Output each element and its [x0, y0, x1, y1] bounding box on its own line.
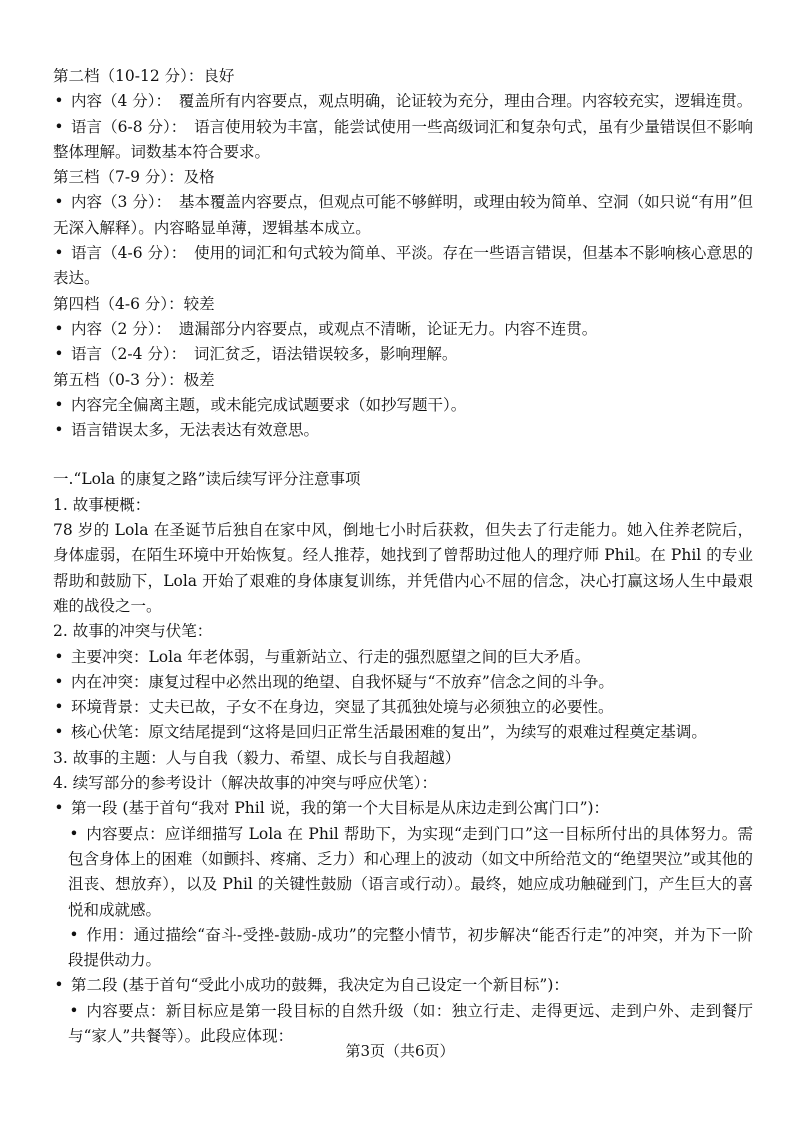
- section-title: 一.“Lola 的康复之路”读后续写评分注意事项: [53, 470, 361, 489]
- grade-4-language: • 语言（2-4 分）： 词汇贫乏，语法错误较多，影响理解。: [53, 342, 753, 367]
- page-number: 第3页（共6页）: [345, 1042, 455, 1060]
- conflict-background: • 环境背景：丈夫已故，子女不在身边，突显了其孤独处境与必须独立的必要性。: [53, 695, 753, 720]
- section-spacer: [53, 443, 753, 467]
- grade-2-content: • 内容（4 分）： 覆盖所有内容要点，观点明确，论证较为充分，理由合理。内容较充实，逻辑连贯。: [53, 89, 753, 114]
- page-content: [53, 64, 753, 1049]
- para1-heading: • 第一段 (基于首句“我对 Phil 说，我的第一个大目标是从床边走到公寓门口”)：: [53, 796, 753, 821]
- theme-line: 3. 故事的主题：人与自我（毅力、希望、成长与自我超越）: [53, 748, 461, 767]
- conflict-foreshadowing: • 核心伏笔：原文结尾提到“这将是回归正常生活最困难的复出”，为续写的艰难过程奠定基调。: [53, 720, 753, 745]
- conflict-main: • 主要冲突：Lola 年老体弱，与重新站立、行走的强烈愿望之间的巨大矛盾。: [53, 645, 753, 670]
- grade-2-language: • 语言（6-8 分）： 语言使用较为丰富，能尝试使用一些高级词汇和复杂句式，虽有少量错误但不影响整体理解。词数基本符合要求。: [53, 115, 753, 166]
- para2-heading: • 第二段 (基于首句“受此小成功的鼓舞，我决定为自己设定一个新目标”)：: [53, 973, 753, 998]
- story-summary: 78 岁的 Lola 在圣诞节后独自在家中风，倒地七小时后获救，但失去了行走能力。她入住养老院后，身体虚弱，在陌生环境中开始恢复。经人推荐，她找到了曾帮助过他人的理疗师 Phil。在 Phil 的专业帮助和鼓励下，Lola 开始了艰难的身体康复训练，并凭借内心不屈的信念，决心打赢这场人生中最艰难的战役之一。: [53, 521, 753, 615]
- grade-2-heading: 第二档（10-12 分）：良好: [53, 67, 235, 85]
- grade-5-heading: 第五档（0-3 分）：极差: [53, 370, 215, 389]
- conflict-heading: 2. 故事的冲突与伏笔：: [53, 622, 213, 641]
- grade-3-heading: 第三档（7-9 分）：及格: [53, 168, 215, 187]
- design-heading: 4. 续写部分的参考设计（解决故事的冲突与呼应伏笔）：: [53, 774, 437, 793]
- summary-heading: 1. 故事梗概：: [53, 495, 151, 514]
- grade-3-language: • 语言（4-6 分）： 使用的词汇和句式较为简单、平淡。存在一些语言错误，但基本不影响核心意思的表达。: [53, 241, 753, 292]
- grade-4-heading: 第四档（4-6 分）：较差: [53, 294, 215, 313]
- grade-4-content: • 内容（2 分）： 遗漏部分内容要点，或观点不清晰，论证无力。内容不连贯。: [53, 317, 753, 342]
- conflict-inner: • 内在冲突：康复过程中必然出现的绝望、自我怀疑与“不放弃”信念之间的斗争。: [53, 670, 753, 695]
- para1-function: • 作用：通过描绘“奋斗-受挫-鼓励-成功”的完整小情节，初步解决“能否行走”的冲突，并为下一阶段提供动力。: [53, 923, 753, 974]
- para2-points: • 内容要点：新目标应是第一段目标的自然升级（如：独立行走、走得更远、走到户外、走到餐厅与“家人”共餐等）。此段应体现：: [53, 999, 753, 1050]
- grade-3-content: • 内容（3 分）： 基本覆盖内容要点，但观点可能不够鲜明，或理由较为简单、空洞（如只说“有用”但无深入解释）。内容略显单薄，逻辑基本成立。: [53, 190, 753, 241]
- para1-points: • 内容要点：应详细描写 Lola 在 Phil 帮助下，为实现“走到门口”这一目标所付出的具体努力。需包含身体上的困难（如颤抖、疼痛、乏力）和心理上的波动（如文中所给范文的“绝望哭泣”或其他的沮丧、想放弃），以及 Phil 的关键性鼓励（语言或行动）。最终，她应成功触碰到门，产生巨大的喜悦和成就感。: [53, 822, 753, 923]
- grade-5-content: • 内容完全偏离主题，或未能完成试题要求（如抄写题干）。: [53, 393, 753, 418]
- grade-5-language: • 语言错误太多，无法表达有效意思。: [53, 418, 753, 443]
